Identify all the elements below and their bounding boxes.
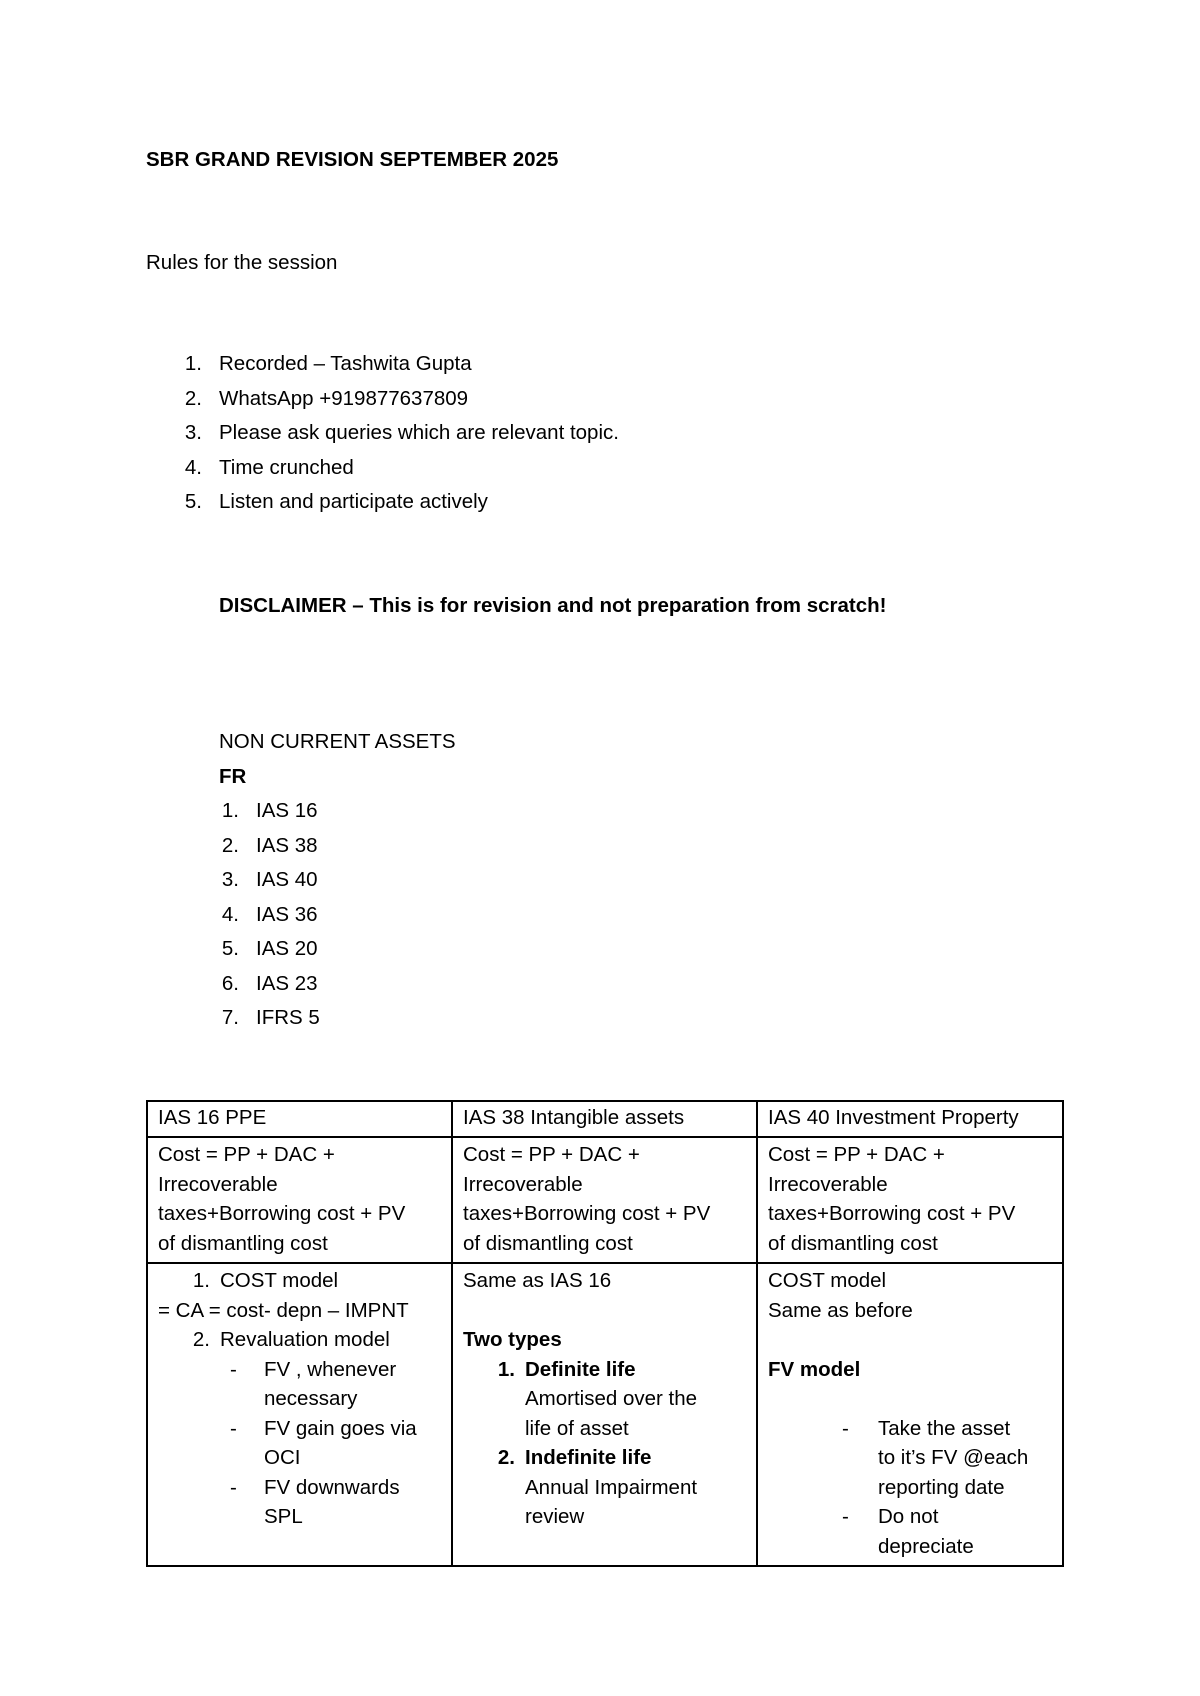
- cell-line-blank: [463, 1296, 748, 1326]
- bullet-dash: -: [842, 1416, 849, 1440]
- table-cell-ias38: [452, 1263, 757, 1566]
- list-text: WhatsApp +919877637809: [219, 386, 469, 410]
- bullet-line: Do not: [878, 1505, 939, 1528]
- description-line: Amortised over the: [525, 1387, 698, 1410]
- item-description: [463, 1473, 748, 1532]
- list-text: Listen and participate actively: [219, 490, 488, 513]
- list-number: 1.: [221, 799, 239, 822]
- list-number: 3.: [221, 868, 239, 891]
- item-number: 1.: [497, 1357, 515, 1381]
- cell-line-blank: [768, 1384, 1054, 1414]
- list-number: 3.: [184, 421, 202, 444]
- list-text: IAS 38: [256, 833, 318, 857]
- table-header-cell: IAS 38 Intangible assets: [452, 1101, 757, 1137]
- comparison-table: [146, 1100, 1064, 1567]
- item-text: Definite life: [525, 1357, 636, 1381]
- cell-line: = CA = cost- depn – IMPNT: [158, 1298, 409, 1322]
- numbered-item: [148, 1325, 443, 1355]
- table-header-cell: IAS 40 Investment Property: [757, 1101, 1063, 1137]
- cell-line-blank: [768, 1325, 1054, 1355]
- list-number: 5.: [221, 937, 239, 960]
- numbered-item: [453, 1443, 748, 1473]
- section-heading: NON CURRENT ASSETS: [219, 730, 456, 753]
- cell-line: Irrecoverable: [768, 1172, 888, 1196]
- bullet-line: FV , whenever: [264, 1357, 397, 1381]
- item-text: Indefinite life: [525, 1446, 652, 1469]
- cell-line: Cost = PP + DAC +: [768, 1143, 945, 1166]
- list-text: Time crunched: [219, 455, 354, 479]
- bullet-line: necessary: [264, 1387, 358, 1410]
- list-text: Recorded – Tashwita Gupta: [219, 352, 472, 375]
- item-text: COST model: [220, 1269, 339, 1292]
- list-text: IAS 40: [256, 868, 318, 891]
- numbered-item: [453, 1355, 748, 1385]
- item-number: 1.: [192, 1269, 210, 1292]
- list-number: 4.: [221, 902, 239, 926]
- description-line: review: [525, 1505, 585, 1528]
- table-cell-ias40: [757, 1263, 1063, 1566]
- cell-line: of dismantling cost: [463, 1231, 633, 1255]
- cell-line: taxes+Borrowing cost + PV: [158, 1202, 406, 1225]
- numbered-item: [148, 1266, 443, 1296]
- cell-line: Irrecoverable: [463, 1172, 583, 1196]
- bullet-dash: -: [230, 1475, 237, 1499]
- cell-line: Same as before: [768, 1298, 913, 1322]
- item-description: [463, 1384, 748, 1443]
- table-cell: [757, 1137, 1063, 1263]
- cell-line: taxes+Borrowing cost + PV: [463, 1202, 711, 1225]
- bullet-dash: -: [230, 1416, 237, 1440]
- list-text: IAS 36: [256, 902, 318, 926]
- list-text: Please ask queries which are relevant topic.: [219, 421, 619, 444]
- bullet-line: reporting date: [878, 1475, 1005, 1499]
- table-header-row: [147, 1101, 1063, 1137]
- bullet-item: [768, 1502, 1054, 1561]
- section-subheading: FR: [219, 765, 247, 788]
- item-number: 2.: [192, 1328, 210, 1351]
- cell-line: taxes+Borrowing cost + PV: [768, 1202, 1016, 1225]
- bullet-item: [158, 1473, 443, 1532]
- table-cell: [452, 1137, 757, 1263]
- bullet-item: [768, 1414, 1054, 1503]
- bullet-item: [158, 1355, 443, 1414]
- bullet-line: SPL: [264, 1505, 303, 1528]
- description-line: Annual Impairment: [525, 1475, 698, 1499]
- table-row: [147, 1263, 1063, 1566]
- document-title: SBR GRAND REVISION SEPTEMBER 2025: [146, 148, 559, 171]
- disclaimer: DISCLAIMER – This is for revision and not preparation from scratch!: [219, 594, 887, 617]
- bullet-item: [158, 1414, 443, 1473]
- list-number: 6.: [221, 971, 239, 995]
- table-cell: [147, 1137, 452, 1263]
- bullet-line: FV gain goes via: [264, 1416, 417, 1440]
- table-cell-ias16: [147, 1263, 452, 1566]
- bullet-dash: -: [842, 1505, 849, 1528]
- cell-line: Irrecoverable: [158, 1172, 278, 1196]
- list-number: 2.: [221, 833, 239, 857]
- item-text: Revaluation model: [220, 1328, 390, 1351]
- fv-model-heading: FV model: [768, 1357, 861, 1381]
- list-number: 2.: [184, 386, 202, 410]
- cell-line: Cost = PP + DAC +: [463, 1143, 640, 1166]
- list-number: 1.: [184, 352, 202, 375]
- cell-line: of dismantling cost: [768, 1231, 938, 1255]
- list-text: IFRS 5: [256, 1006, 320, 1029]
- list-number: 4.: [184, 455, 202, 479]
- table-row: [147, 1137, 1063, 1263]
- cell-line: COST model: [768, 1269, 887, 1292]
- cell-line: of dismantling cost: [158, 1231, 328, 1255]
- list-text: IAS 16: [256, 799, 318, 822]
- item-number: 2.: [497, 1446, 515, 1469]
- list-text: IAS 20: [256, 937, 318, 960]
- list-text: IAS 23: [256, 971, 318, 995]
- types-heading: Two types: [463, 1328, 562, 1351]
- table-header-cell: IAS 16 PPE: [147, 1101, 452, 1137]
- bullet-line: OCI: [264, 1446, 301, 1469]
- bullet-line: depreciate: [878, 1534, 974, 1558]
- bullet-line: FV downwards: [264, 1475, 400, 1499]
- bullet-dash: -: [230, 1357, 237, 1381]
- list-number: 5.: [184, 490, 202, 513]
- bullet-line: to it’s FV @each: [878, 1446, 1029, 1469]
- rules-heading: Rules for the session: [146, 251, 338, 274]
- list-number: 7.: [221, 1006, 239, 1029]
- description-line: life of asset: [525, 1416, 629, 1440]
- bullet-line: Take the asset: [878, 1416, 1011, 1440]
- cell-line: Same as IAS 16: [463, 1269, 612, 1292]
- cell-line: Cost = PP + DAC +: [158, 1143, 335, 1166]
